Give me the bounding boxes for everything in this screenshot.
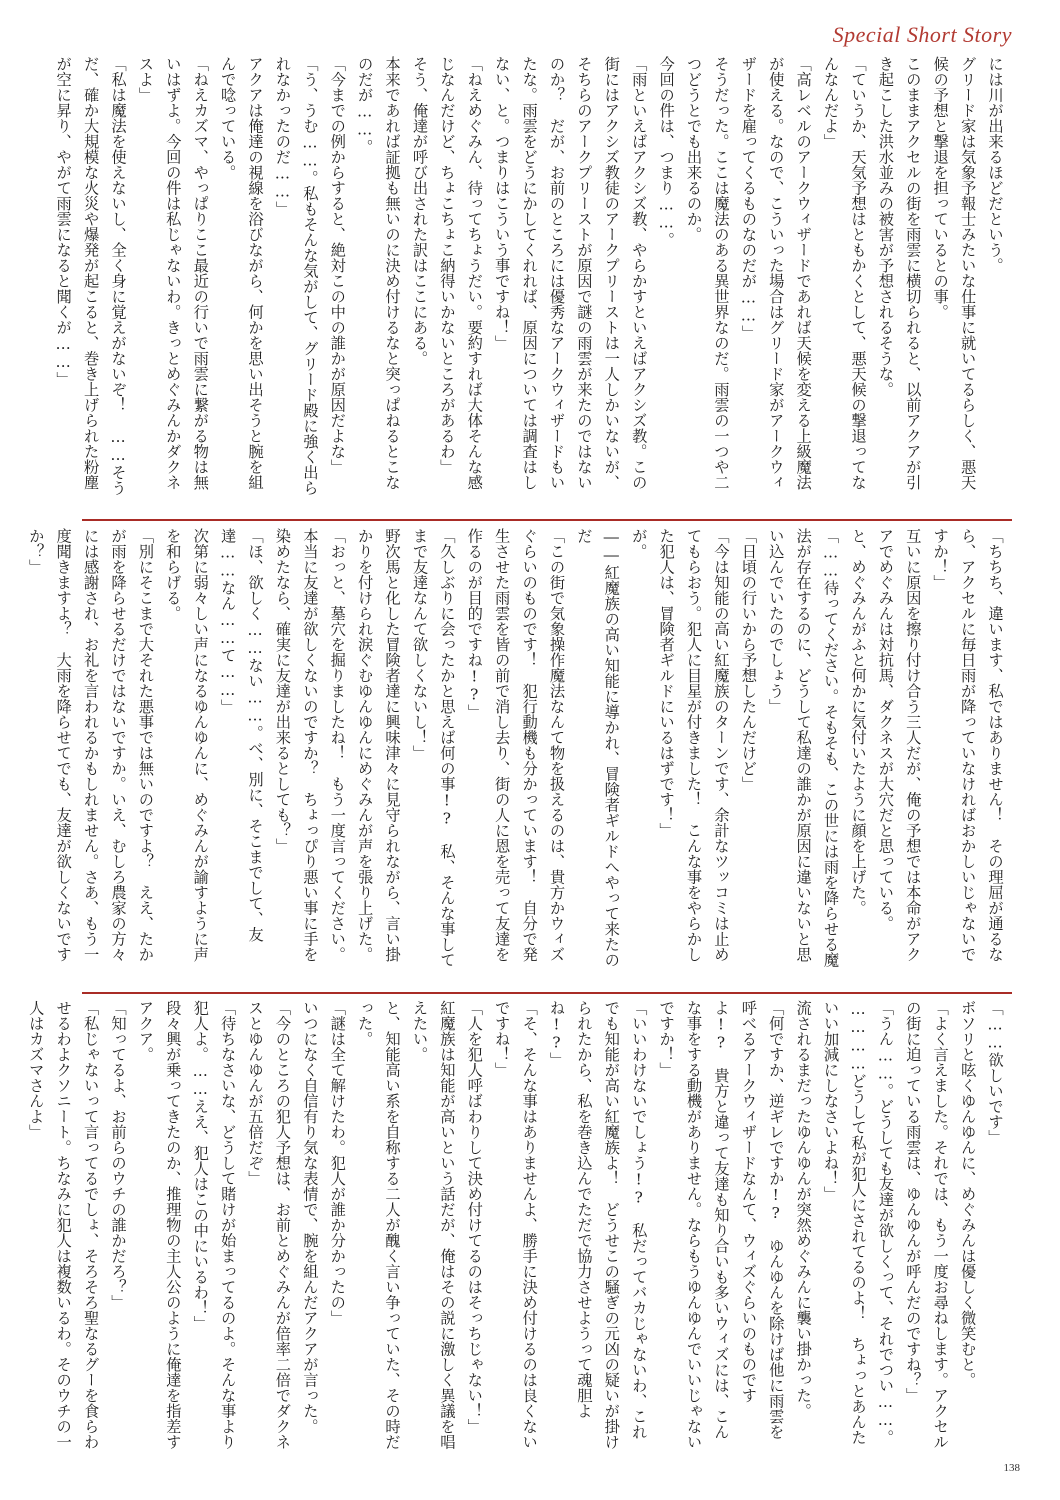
- paragraph: 「ほ、欲しく……ない……。べ、別に、そこまでして、友達……なん……て……」: [218, 528, 265, 942]
- text-section-1: [54, 56, 1008, 502]
- paragraph: 「この街で気象操作魔法なんて物を扱えるのは、貴方かウィズぐらいのものです！ 犯行動機も分かっています！ 自分で発生させた雨雲を皆の前で消し去り、街の人に恩を売って友達を作るのが目的ですね!?」: [465, 528, 566, 962]
- paragraph: 互いに原因を擦り付け合う三人だが、俺の予想では本命がアクアでめぐみんは対抗馬、ダクネスが大穴だと思っている。: [876, 528, 922, 962]
- paragraph: 「よく言えました。それでは、もう一度お尋ねします。アクセルの街に迫っている雨雲は、ゆんゆんが呼んだのですね？」: [903, 1000, 950, 1450]
- paragraph: 「ていうか、天気予想はともかくとして、悪天候の撃退ってなんなんだよ」: [821, 56, 867, 490]
- paragraph: 野次馬と化した冒険者達に興味津々に見守られながら、言い掛かりを付けられ涙ぐむゆんゆんにめぐみんが声を張り上げた。: [355, 528, 402, 962]
- paragraph: 「今までの例からすると、絶対この中の誰かが原因だよな」: [328, 56, 347, 475]
- paragraph: 「高レベルのアークウィザードであれば天候を変える上級魔法が使える。なので、こういった場合はグリード家がアークウィザードを雇ってくるものなのだが……」: [739, 56, 813, 490]
- paragraph: 「……欲しいです」: [986, 1000, 1004, 1145]
- paragraph: 段々興が乗ってきたのか、推理物の主人公のように俺達を指差すアクア。: [136, 1000, 182, 1450]
- paragraph: 次第に弱々しい声になるゆんゆんに、めぐみんが諭すように声を和らげる。: [163, 528, 210, 962]
- vertical-text-block: [54, 56, 1008, 502]
- paragraph: 「ちちち、違います、私ではありません！ その理屈が通るなら、アクセルに毎日雨が降っていなければおかしいじゃないですか！」: [931, 528, 1004, 962]
- paragraph: 「私じゃないって言ってるでしょ、そろそろ聖なるグーを食らわせるわよクソニート。ちなみに犯人は複数いるわ。そのウチの一人はカズマさんよ」: [26, 1000, 100, 1450]
- paragraph: と、知能高い系を自称する二人が醜く言い争っていた、その時だった。: [355, 1000, 402, 1450]
- paragraph: 「今のところの犯人予想は、お前とめぐみんが倍率二倍でダクネスとゆんゆんが五倍だぞ」: [246, 1000, 292, 1450]
- paragraph: 「私は魔法を使えないし、全く身に覚えがないぞ！ ……そうだ、確か大規模な火災や爆発が起こると、巻き上げられた粉塵が空に昇り、やがて雨雲になると聞くが……」: [54, 56, 127, 496]
- paragraph: 「ねえカズマ、やっぱりここ最近の行いで雨雲に繋がる物は無いはずよ。今回の件は私じゃないわ。きっとめぐみんかダクネスよ」: [136, 56, 210, 490]
- paragraph: 「謎は全て解けたわ。犯人が誰か分かったの」: [328, 1000, 347, 1326]
- paragraph: 「う、うむ……。私もそんな気がして、グリード殿に強く出られなかったのだ……」: [273, 56, 319, 496]
- paragraph: そう、俺達が呼び出された訳はここにある。: [410, 56, 429, 366]
- paragraph: 紅魔族は知能が高いという話だが、俺はその説に激しく異議を唱えたい。: [410, 1000, 456, 1450]
- paragraph: 「いいわけないでしょう!? 私だってバカじゃないわ、これでも知能が高い紅魔族よ！ どうせこの騒ぎの元凶の疑いが掛けられたから、私を巻き込んでただで協力させようって魂胆よね!?」: [547, 1000, 648, 1450]
- paragraph: と、めぐみんがふと何かに気付いたように顔を上げた。: [848, 528, 867, 916]
- paragraph: 「待ちなさいな、どうして賭けが始まってるのよ。そんな事より犯人よ。……ええ、犯人はこの中にいるわ！」: [191, 1000, 237, 1450]
- paragraph: 「人を犯人呼ばわりして決め付けてるのはそっちじゃない！」: [465, 1000, 484, 1434]
- paragraph: …………どうして私が犯人にされてるのよ！ ちょっとあんたいい加減にしなさいよね！」: [821, 1000, 867, 1445]
- paragraph: 「何ですか、逆ギレですか!? ゆんゆんを除けば他に雨雲を呼べるアークウィザードなんて、ウィズぐらいのものですよ!? 貴方と違って友達も知り合いも多いウィズには、こんな事をする動機がありません。ならもうゆんゆんでいいじゃないですか！」: [657, 1000, 785, 1450]
- paragraph: が。: [629, 528, 648, 559]
- section-divider: [82, 519, 1012, 521]
- paragraph: 「そ、そんな事はありませんよ、勝手に決め付けるのは良くないですね！」: [492, 1000, 539, 1450]
- paragraph: 本来であれば証拠も無いのに決め付けるなと突っぱねるとこなのだが……。: [355, 56, 402, 490]
- paragraph: 「知ってるよ、お前らのウチの誰かだろ？」: [109, 1000, 127, 1310]
- paragraph: 「久しぶりに会ったかと思えば何の事!? 私、そんな事してまで友達なんて欲しくないし！」: [410, 528, 456, 968]
- paragraph: いつになく自信有り気な表情で、腕を組んだアクアが言った。: [300, 1000, 319, 1434]
- paragraph: グリード家は気象予報士みたいな仕事に就いてるらしく、悪天候の予想と撃退を担っているとの事。: [931, 56, 977, 490]
- paragraph: 「今は知能の高い紅魔族のターンです、余計なツッコミは止めてもらおう。犯人に目星が付きました！ こんな事をやらかした犯人は、冒険者ギルドにいるはずです！」: [657, 528, 730, 962]
- paragraph: 「うん……。どうしても友達が欲しくって、それでつい……。: [876, 1000, 895, 1445]
- paragraph: そうだった。ここは魔法のある異世界なのだ。雨雲の一つや二つどうとでも出来るのか。: [684, 56, 730, 490]
- text-section-2: [26, 528, 1008, 976]
- paragraph: 「別にそこまで大それた悪事では無いのですよ？ ええ、たかが雨を降らせるだけではないですか。いえ、むしろ農家の方々には感謝され、お礼を言われるかもしれません。さあ、もう一度聞きますよ？ 大雨を降らせてでも、友達が欲しくないですか？」: [26, 528, 155, 962]
- vertical-text-block: [26, 1000, 1008, 1452]
- paragraph: ボソリと呟くゆんゆんに、めぐみんは優しく微笑むと。: [958, 1000, 977, 1388]
- paragraph: 「……待ってください。そもそも、この世には雨を降らせる魔法が存在するのに、どうして私達の誰かが原因に違いないと思い込んでいたのでしょう」: [766, 528, 840, 968]
- vertical-text-block: [26, 528, 1008, 976]
- paragraph: 「ねえめぐみん、待ってちょうだい。要約すれば大体そんな感じなんだけど、ちょこちょこ納得いかないところがあるわ」: [437, 56, 484, 490]
- paragraph: には川が出来るほどだという。: [986, 56, 1004, 273]
- paragraph: 流されるまだったゆんゆんが突然めぐみんに襲い掛かった。: [794, 1000, 813, 1419]
- paragraph: このままアクセルの街を雨雲に横切られると、以前アクアが引き起こした洪水並みの被害が予想されるそうな。: [876, 56, 922, 490]
- section-divider: [82, 992, 1012, 994]
- paragraph: 「雨といえばアクシズ教、やらかすといえばアクシズ教。この街にはアクシズ教徒のアークプリーストは一人しかいないが、そちらのアークプリーストが原因で謎の雨雲が来たのではないのか？ だが、お前のところには優秀なアークウィザードもいたな。雨雲をどうにかしてくれれば、原因については調査はしない、と。つまりはこういう事ですね！」: [492, 56, 648, 490]
- paragraph: アクアは俺達の視線を浴びながら、何かを思い出そうと腕を組んで唸っている。: [218, 56, 265, 490]
- paragraph: ――紅魔族の高い知能に導かれ、冒険者ギルドへやって来たのだ: [574, 528, 621, 968]
- text-section-3: [26, 1000, 1008, 1452]
- page-number: 138: [1003, 1462, 1020, 1474]
- paragraph: 「日頃の行いから予想したんだけど」: [739, 528, 758, 792]
- paragraph: 今回の件は、つまり……。: [657, 56, 676, 248]
- header-title: Special Short Story: [832, 22, 1012, 47]
- paragraph: 「おっと、墓穴を掘りましたね！ もう一度言ってください。本当に友達が欲しくないのですか？ ちょっぴり悪い事に手を染めたなら、確実に友達が出来るとしても？」: [273, 528, 347, 962]
